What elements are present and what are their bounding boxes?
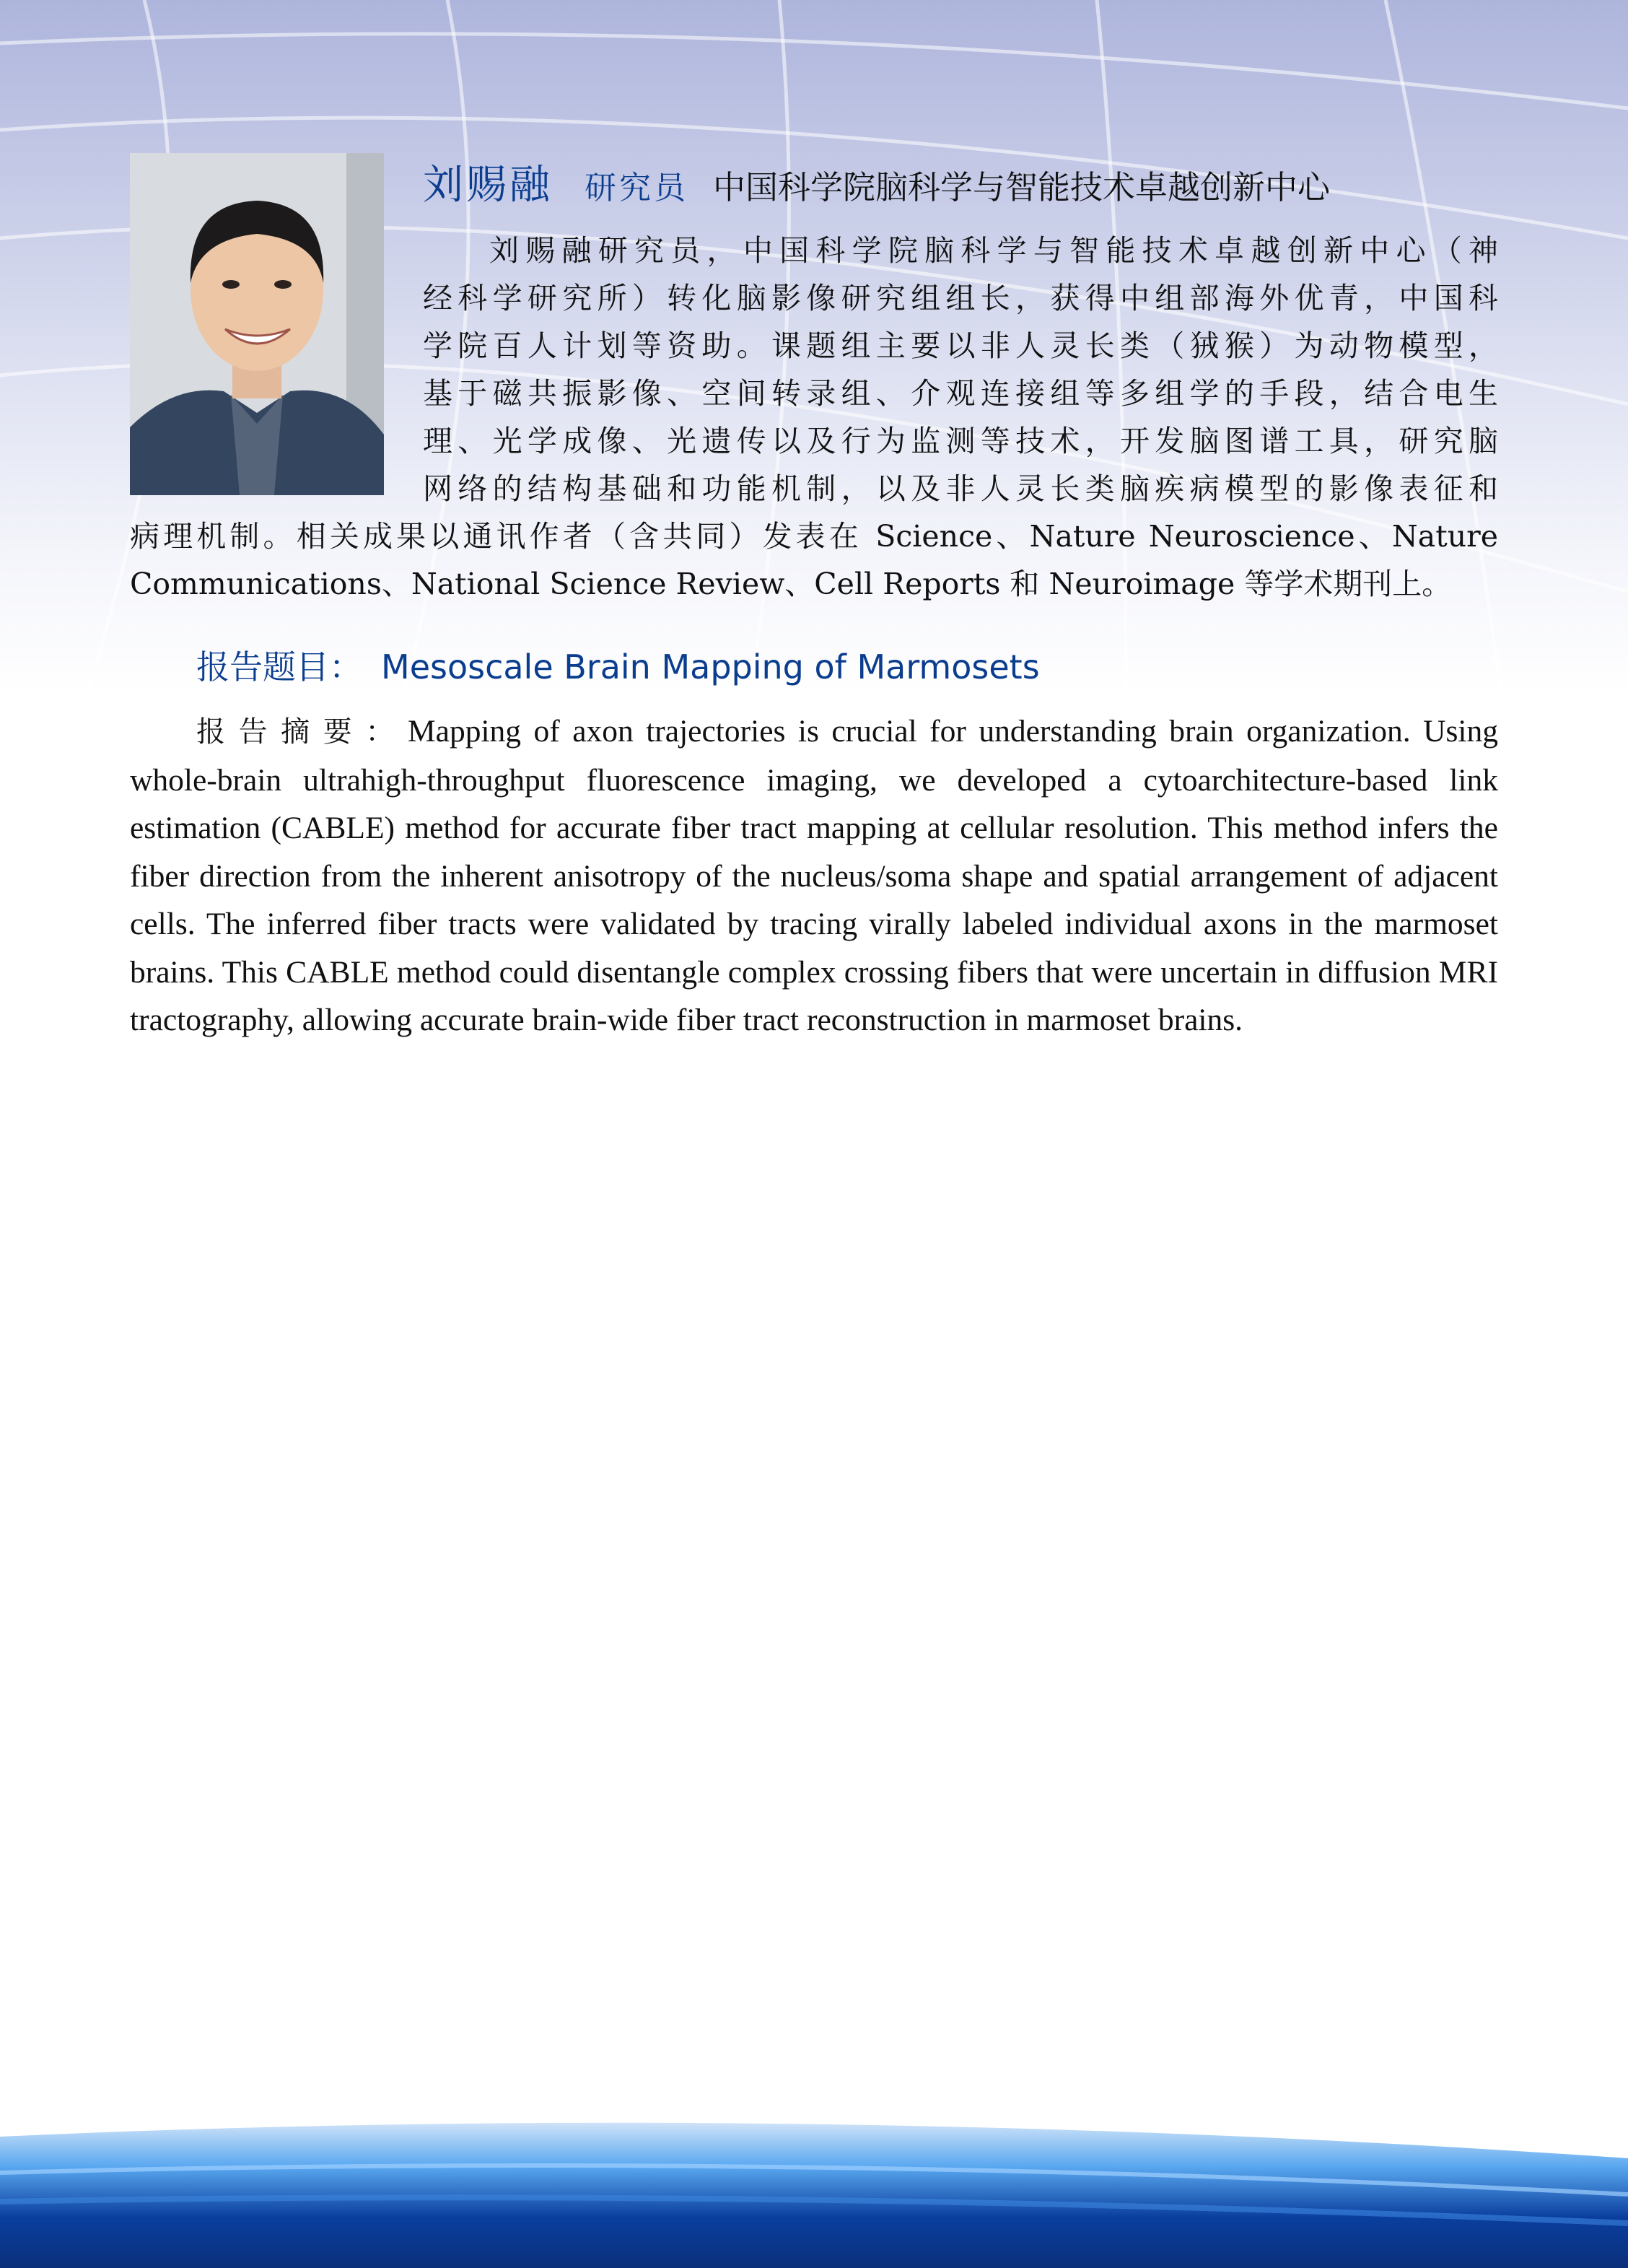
speaker-name: 刘赐融 xyxy=(423,162,553,209)
abstract-label: 报告摘要： xyxy=(196,715,408,749)
bio-line: 学院百人计划等资助。课题组主要以非人灵长类（狨猴）为动物模型， xyxy=(423,328,1498,363)
bio-line: Communications、National Science Review、Cell Reports 和 Neuroimage 等学术期刊上。 xyxy=(130,567,1452,601)
bio-line: 经科学研究所）转化脑影像研究组组长，获得中组部海外优青，中国科 xyxy=(423,281,1498,315)
bio-line: 基于磁共振影像、空间转录组、介观连接组等多组学的手段，结合电生 xyxy=(423,376,1498,411)
bio-line: 网络的结构基础和功能机制，以及非人灵长类脑疾病模型的影像表征和 xyxy=(423,471,1498,506)
abstract-text: Mapping of axon trajectories is crucial for understanding brain organization. Using whole-brain ultrahigh-throughput fluorescence imaging, we developed a cytoarchitecture-based link estimation (CABLE) method for accurate fiber tract mapping at cellular resolution. This method infers the fiber direction from the inherent anisotropy of the nucleus/soma shape and spatial arrangement of adjacent cells. The inferred fiber tracts were validated by tracing virally labeled individual axons in the marmoset brains. This CABLE method could disentangle complex crossing fibers that were uncertain in diffusion MRI tractography, allowing accurate brain-wide fiber tract reconstruction in marmoset brains. xyxy=(130,714,1499,1037)
bio-line: 病理机制。相关成果以通讯作者（含共同）发表在 Science、Nature Neuroscience、Nature xyxy=(130,519,1498,554)
bio-line: 理、光学成像、光遗传以及行为监测等技术，开发脑图谱工具，研究脑 xyxy=(423,424,1498,458)
footer-wave-decoration xyxy=(0,2108,1628,2268)
speaker-biography xyxy=(130,227,1498,608)
talk-title xyxy=(196,641,1040,689)
talk-title-label: 报告题目： xyxy=(196,647,362,686)
bio-line: 刘赐融研究员，中国科学院脑科学与智能技术卓越创新中心（神 xyxy=(489,233,1498,268)
speaker-title: 研究员 xyxy=(585,170,688,206)
speaker-affiliation: 中国科学院脑科学与智能技术卓越创新中心 xyxy=(713,168,1331,206)
talk-title-text: Mesoscale Brain Mapping of Marmosets xyxy=(381,647,1040,686)
speaker-header xyxy=(423,153,1505,211)
talk-abstract xyxy=(130,707,1498,1044)
